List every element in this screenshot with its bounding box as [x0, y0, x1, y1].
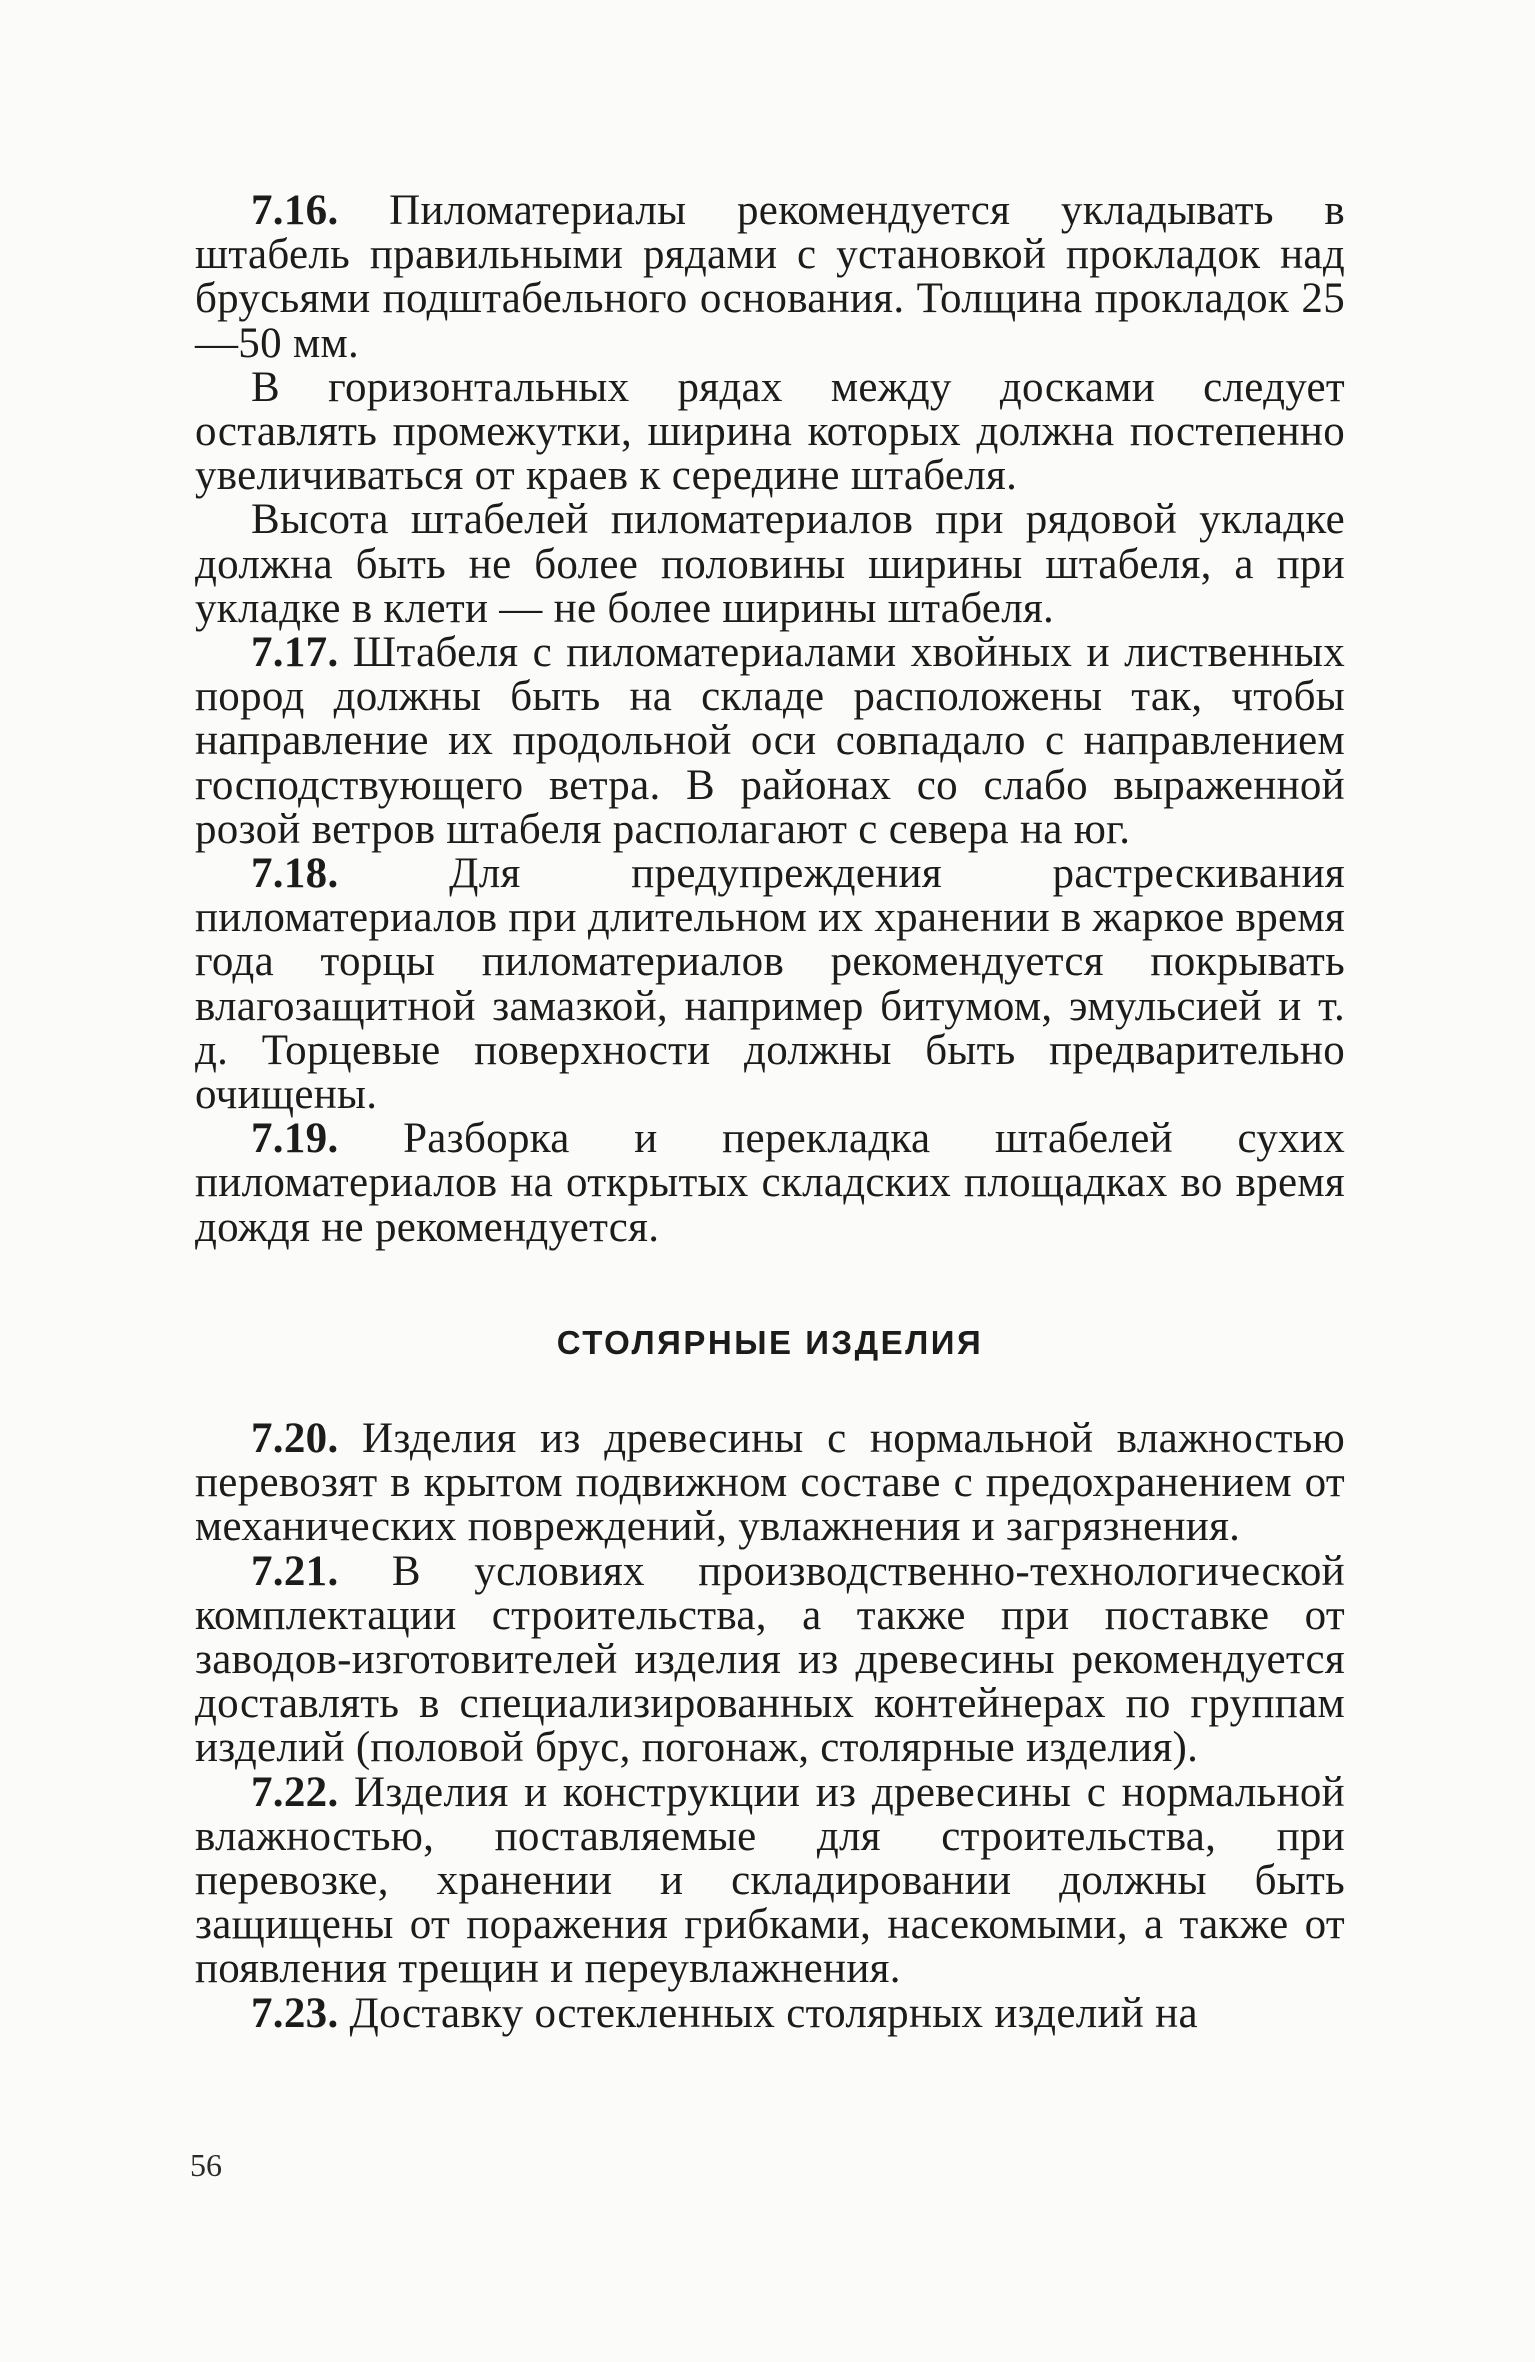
section-heading: СТОЛЯРНЫЕ ИЗДЕЛИЯ	[556, 1324, 984, 1361]
paragraph-text: Изделия и конструкции из древесины с нормальной влажностью, поставляемые для строительства, при перевозке, хранении и складировании должны быть защищены от поражения грибками, насекомыми, а также от появления трещин и переувлажнения.	[195, 1768, 1345, 1993]
paragraph	[195, 631, 1345, 852]
paragraph	[195, 363, 1345, 500]
text-section-joinery	[195, 1417, 1345, 2036]
paragraph-text: Штабеля с пиломатериалами хвойных и лиственных пород должны быть на складе расположены так, чтобы направление их продольной оси совпадало с направлением господствующего ветра. В районах со слабо выраженной розой ветров штабеля располагают с севера на юг.	[195, 629, 1345, 853]
clause-number: 7.20.	[251, 1415, 339, 1462]
paragraph	[195, 189, 1345, 366]
paragraph-text: Изделия из древесины с нормальной влажностью перевозят в крытом подвижном составе с предохранением от механических повреждений, увлажнения и загрязнения.	[195, 1415, 1345, 1551]
text-section-storage	[195, 189, 1345, 1250]
paragraph	[195, 1989, 1345, 2037]
clause-number: 7.17.	[251, 629, 339, 677]
paragraph	[195, 852, 1345, 1117]
paragraph-text: В условиях производственно-технологической комплектации строительства, а также при поставке от заводов-изготовителей изделия из древесины рекомендуется доставлять в специализированных контейнерах по группам изделий (половой брус, погонаж, столярные изделия).	[195, 1547, 1345, 1772]
page-number: 56	[190, 2147, 222, 2183]
paragraph-text: Разборка и перекладка штабелей сухих пиломатериалов на открытых складских площадках во время дождя не рекомендуется.	[195, 1115, 1345, 1251]
clause-number: 7.19.	[251, 1115, 339, 1163]
paragraph	[195, 498, 1345, 631]
clause-number: 7.16.	[251, 187, 339, 234]
paragraph	[195, 1547, 1345, 1772]
paragraph-text: Доставку остекленных столярных изделий на	[338, 1989, 1198, 2037]
paragraph	[195, 1768, 1345, 1993]
clause-number: 7.23.	[251, 1989, 339, 2037]
clause-number: 7.21.	[251, 1547, 339, 1595]
paragraph-text: В горизонтальных рядах между досками следует оставлять промежутки, ширина которых должна постепенно увеличиваться от краев к середине штабеля.	[195, 363, 1345, 500]
clause-number: 7.18.	[251, 850, 339, 898]
paragraph-text: Высота штабелей пиломатериалов при рядовой укладке должна быть не более половины ширины штабеля, а при укладке в клети — не более ширины штабеля.	[195, 496, 1345, 632]
paragraph-text: Для предупреждения растрескивания пиломатериалов при длительном их хранении в жаркое время года торцы пиломатериалов рекомендуется покрывать влагозащитной замазкой, например битумом, эмульсией и т. д. Торцевые поверхности должны быть предварительно очищены.	[195, 850, 1345, 1119]
clause-number: 7.22.	[251, 1768, 339, 1816]
paragraph	[195, 1417, 1345, 1550]
paragraph-text: Пиломатериалы рекомендуется укладывать в штабель правильными рядами с установкой прокладок над брусьями подштабельного основания. Толщина прокладок 25—50 мм.	[195, 187, 1345, 367]
paragraph	[195, 1117, 1345, 1250]
